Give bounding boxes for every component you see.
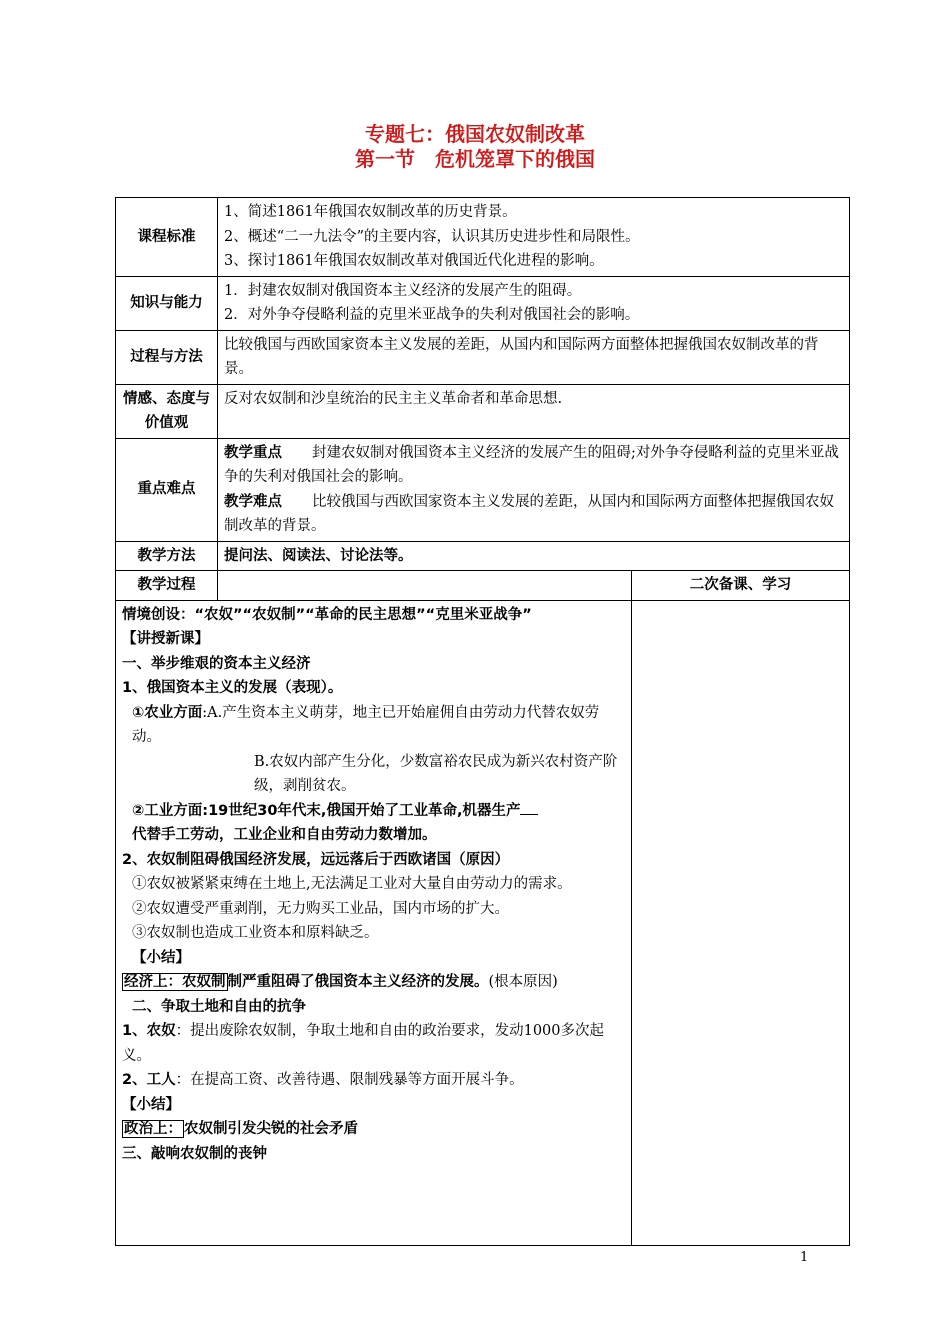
label-key: 重点难点 [116,438,218,541]
intro: 情境创设：“农奴”“农奴制”“革命的民主思想”“克里米亚战争” [122,606,532,623]
new-lesson: 【讲授新课】 [122,631,209,647]
title-block [0,122,950,172]
serf-text: ：提出废除农奴制，争取土地和自由的政治要求，发动1000多次起义。 [122,1023,604,1064]
econ-note: (根本原因) [488,974,558,990]
serf-label: 1、农奴 [122,1023,176,1039]
cell-emotion: 反对农奴制和沙皇统治的民主主义革命者和革命思想. [218,384,850,438]
polit-box: 政治上： [124,1121,182,1137]
knowledge-item: 2．对外争夺侵略利益的克里米亚战争的失利对俄国社会的影响。 [224,307,640,323]
label-emotion: 情感、态度与价值观 [116,384,218,438]
agri-label: ①农业方面 [132,704,203,721]
label-teaching-process: 教学过程 [116,571,218,601]
knowledge-item: 1．封建农奴制对俄国资本主义经济的发展产生的阻碍。 [224,282,582,299]
reason-3: ③农奴制也造成工业资本和原料缺乏。 [132,925,379,941]
polit-text: 农奴制引发尖锐的社会矛盾 [184,1121,358,1137]
section-1-2: 2、农奴制阻碍俄国经济发展，远远落后于西欧诸国（原因） [122,851,510,868]
section-1-1: 1、俄国资本主义的发展（表现）。 [122,680,343,696]
row-body [116,600,850,1245]
standard-item: 2、概述“二一九法令”的主要内容，认识其历史进步性和局限性。 [224,228,640,245]
section-2: 二、争取土地和自由的抗争 [132,998,306,1015]
label-second-prep: 二次备课、学习 [632,571,850,601]
page-number: 1 [800,1250,809,1265]
doc-subtitle: 第一节 危机笼罩下的俄国 [355,147,595,171]
label-process: 过程与方法 [116,330,218,384]
agri-b: B.农奴内部产生分化，少数富裕农民成为新兴农村资产阶级，剥削贫农。 [254,753,618,794]
summary-1: 【小结】 [132,949,190,966]
reason-2: ②农奴遭受严重剥削，无力购买工业品，国内市场的扩大。 [132,900,509,917]
cell-notes [632,600,850,1245]
cell-standard [218,198,850,277]
section-1: 一、举步维艰的资本主义经济 [122,655,311,672]
row-method [116,541,850,571]
label-knowledge: 知识与能力 [116,276,218,330]
row-process-header [116,571,850,601]
label-method: 教学方法 [116,541,218,571]
row-knowledge [116,276,850,330]
label-standard: 课程标准 [116,198,218,277]
reason-1: ①农奴被紧紧束缚在土地上,无法满足工业对大量自由劳动力的需求。 [132,876,572,892]
focus-text: 封建农奴制对俄国资本主义经济的发展产生的阻碍;对外争夺侵略利益的克里米亚战争的失利对俄国社会的影响。 [224,444,839,485]
industry-text-1: ②工业方面:19世纪30年代末,俄国开始了工业革命,机器生产 [132,802,521,819]
standard-item: 3、探讨1861年俄国农奴制改革对俄国近代化进程的影响。 [224,253,604,269]
cell-process: 比较俄国与西欧国家资本主义发展的差距，从国内和国际两方面整体把握俄国农奴制改革的背景。 [218,330,850,384]
summary-2: 【小结】 [122,1096,180,1113]
difficulty-text: 比较俄国与西欧国家资本主义发展的差距，从国内和国际两方面整体把握俄国农奴制改革的背景。 [224,493,834,534]
cell-method: 提问法、阅读法、讨论法等。 [218,541,850,571]
cell-key [218,438,850,541]
cell-body [116,600,632,1245]
row-key [116,438,850,541]
section-3: 三、敲响农奴制的丧钟 [122,1145,267,1162]
row-process [116,330,850,384]
econ-box: 经济上：农奴制 [124,974,226,990]
agri-a: :A.产生资本主义萌芽，地主已开始雇佣自由劳动力代替农奴劳动。 [132,704,600,745]
row-emotion [116,384,850,438]
standard-item: 1、简述1861年俄国农奴制改革的历史背景。 [224,204,517,220]
doc-title: 专题七：俄国农奴制改革 [365,122,585,146]
difficulty-label: 教学难点 [224,493,282,510]
focus-label: 教学重点 [224,444,282,461]
econ-text: 制严重阻碍了俄国资本主义经济的发展。 [227,974,489,990]
cell-knowledge [218,276,850,330]
cell-empty [218,571,632,601]
worker-text: ：在提高工资、改善待遇、限制残暴等方面开展斗争。 [175,1072,524,1088]
row-standard [116,198,850,277]
industry-text-2: 代替手工劳动，工业企业和自由劳动力数增加。 [132,827,437,843]
lesson-plan-table [115,197,850,1246]
worker-label: 2、工人 [122,1072,176,1088]
